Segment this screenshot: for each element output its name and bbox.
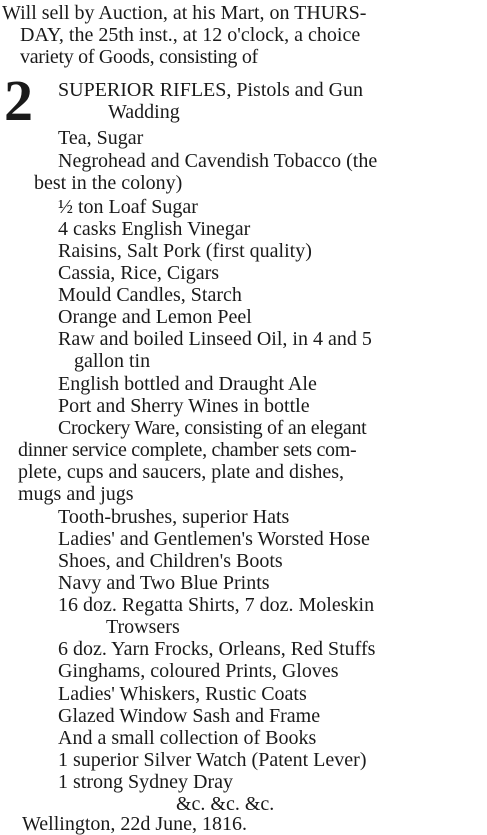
item-line: Wadding — [108, 101, 180, 123]
item-line: mugs and jugs — [18, 483, 134, 505]
item-line: 1 strong Sydney Dray — [58, 771, 233, 793]
item-line: 16 doz. Regatta Shirts, 7 doz. Moleskin — [58, 594, 375, 616]
item-line: 6 doz. Yarn Frocks, Orleans, Red Stuffs — [58, 638, 376, 660]
item-line: 1 superior Silver Watch (Patent Lever) — [58, 749, 367, 771]
item-line: Mould Candles, Starch — [58, 284, 242, 306]
item-line: Raw and boiled Linseed Oil, in 4 and 5 — [58, 328, 372, 350]
item-line: Crockery Ware, consisting of an elegant — [58, 417, 367, 439]
item-line: gallon tin — [74, 350, 151, 372]
item-line: plete, cups and saucers, plate and dishes, — [18, 461, 345, 483]
intro-line-2: DAY, the 25th inst., at 12 o'clock, a choice — [20, 24, 361, 46]
item-line: ½ ton Loaf Sugar — [58, 196, 198, 218]
item-line: Shoes, and Children's Boots — [58, 550, 283, 572]
item-line: dinner service complete, chamber sets com- — [18, 439, 357, 461]
item-line: Port and Sherry Wines in bottle — [58, 395, 310, 417]
dateline: Wellington, 22d June, 1816. — [22, 813, 248, 835]
item-line: Orange and Lemon Peel — [58, 306, 252, 328]
item-line: Tea, Sugar — [58, 127, 144, 149]
item-line: &c. &c. &c. — [176, 793, 275, 815]
intro-line-3: variety of Goods, consisting of — [20, 46, 258, 68]
item-line: Tooth-brushes, superior Hats — [58, 506, 290, 528]
item-line: Ladies' and Gentlemen's Worsted Hose — [58, 528, 370, 550]
item-line: SUPERIOR RIFLES, Pistols and Gun — [58, 79, 364, 101]
intro-line-1: Will sell by Auction, at his Mart, on THURS- — [2, 2, 367, 24]
item-line: best in the colony) — [34, 172, 183, 194]
item-line: Ginghams, coloured Prints, Gloves — [58, 660, 339, 682]
item-line: English bottled and Draught Ale — [58, 373, 317, 395]
item-line: Negrohead and Cavendish Tobacco (the — [58, 150, 378, 172]
item-line: Cassia, Rice, Cigars — [58, 262, 220, 284]
item-line: Navy and Two Blue Prints — [58, 572, 270, 594]
item-line: Ladies' Whiskers, Rustic Coats — [58, 683, 307, 705]
item-line: Glazed Window Sash and Frame — [58, 705, 321, 727]
dropcap-numeral: 2 — [4, 68, 33, 133]
item-line: And a small collection of Books — [58, 727, 317, 749]
item-line: 4 casks English Vinegar — [58, 218, 251, 240]
item-line: Raisins, Salt Pork (first quality) — [58, 240, 312, 262]
item-line: Trowsers — [106, 616, 180, 638]
